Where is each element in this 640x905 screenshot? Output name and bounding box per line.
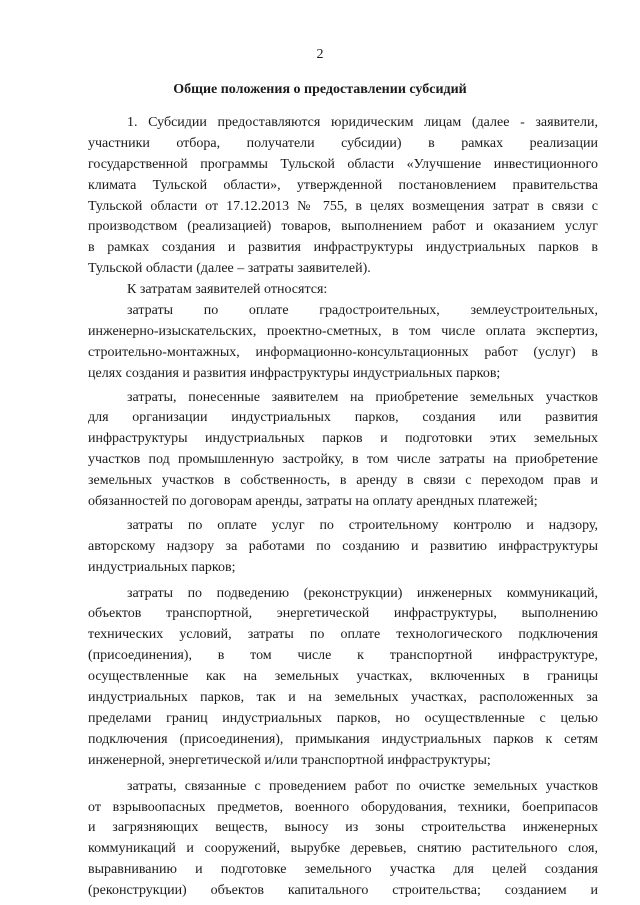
text-line: инфраструктуры индустриальных парков и подготовки этих земельных	[88, 431, 598, 447]
text-line: климата Тульской области», утвержденной постановлением правительства	[88, 177, 598, 193]
text-line: подключения (присоединения), примыкания индустриальных парков к сетям	[88, 731, 598, 747]
text-line: участники отбора, получатели субсидии) в рамках реализации	[88, 135, 598, 151]
text-line: от взрывоопасных предметов, военного оборудования, техники, боеприпасов	[88, 799, 598, 815]
paragraph-design-costs	[88, 301, 598, 385]
text-line: государственной программы Тульской области «Улучшение инвестиционного	[88, 156, 598, 172]
text-line: затраты по подведению (реконструкции) инженерных коммуникаций,	[127, 585, 598, 601]
text-line: строительно-монтажных, информационно-консультационных работ (услуг) в	[88, 344, 598, 360]
text-line: объектов транспортной, энергетической инфраструктуры, выполнению	[88, 606, 598, 622]
text-line: 1. Субсидии предоставляются юридическим лицам (далее - заявители,	[127, 115, 598, 130]
text-line: затраты, понесенные заявителем на приобретение земельных участков	[127, 389, 598, 405]
section-heading: Общие положения о предоставлении субсидий	[173, 82, 467, 97]
text-line: инженерно-изыскательских, проектно-сметных, в том числе оплата экспертиз,	[88, 323, 598, 339]
page-number: 2	[316, 47, 324, 62]
text-line: целях создания и развития инфраструктуры индустриальных парков;	[88, 365, 501, 381]
paragraph-subsidies	[88, 113, 598, 280]
paragraph-land-costs	[88, 388, 598, 513]
text-line: для организации индустриальных парков, создания или развития	[88, 410, 598, 426]
text-line: инженерной, энергетической и/или транспортной инфраструктуры;	[88, 752, 491, 768]
paragraph-utilities-costs	[88, 584, 598, 772]
text-line: пределами границ индустриальных парков, но осуществленные с целью	[88, 710, 598, 726]
paragraph-supervision-costs	[88, 516, 598, 579]
text-line: Тульской области от 17.12.2013 № 755, в целях возмещения затрат в связи с	[88, 198, 598, 214]
text-line: индустриальных парков;	[88, 559, 236, 575]
paragraph-costs-intro	[88, 280, 598, 301]
document-body	[88, 113, 598, 902]
text-line: затраты, связанные с проведением работ по очистке земельных участков	[127, 778, 598, 794]
text-line: в рамках создания и развития инфраструктуры индустриальных парков в	[88, 240, 598, 256]
text-line: коммуникаций и сооружений, вырубке деревьев, снятию растительного слоя,	[88, 841, 598, 857]
text-line: технических условий, затраты по оплате технологического подключения	[88, 627, 598, 643]
text-line: и загрязняющих веществ, выносу из зоны строительства инженерных	[88, 820, 598, 836]
text-line: индустриальных парков, так и на земельных участках, расположенных за	[88, 690, 598, 706]
text-line: К затратам заявителей относятся:	[127, 282, 328, 298]
text-line: затраты по оплате услуг по строительному контролю и надзору,	[127, 517, 598, 533]
text-line: производством (реализацией) товаров, выполнением работ и оказанием услуг	[88, 219, 598, 235]
text-line: земельных участков в собственность, в аренду в связи с переходом прав и	[88, 473, 598, 489]
text-line: (реконструкции) объектов капитального строительства; созданием и	[88, 883, 598, 899]
text-line: участков под промышленную застройку, в том числе затраты на приобретение	[88, 452, 598, 468]
text-line: затраты по оплате градостроительных, землеустроительных,	[127, 303, 598, 319]
text-line: авторскому надзору за работами по созданию и развитию инфраструктуры	[88, 538, 598, 554]
text-line: обязанностей по договорам аренды, затраты на оплату арендных платежей;	[88, 494, 538, 510]
paragraph-site-clearing-costs	[88, 777, 598, 902]
text-line: выравниванию и подготовке земельного участка для целей создания	[88, 862, 598, 878]
text-line: Тульской области (далее – затраты заявителей).	[88, 261, 371, 277]
text-line: (присоединения), в том числе к транспортной инфраструктуре,	[88, 648, 598, 664]
text-line: осуществленные как на земельных участках, включенных в границы	[88, 669, 598, 685]
